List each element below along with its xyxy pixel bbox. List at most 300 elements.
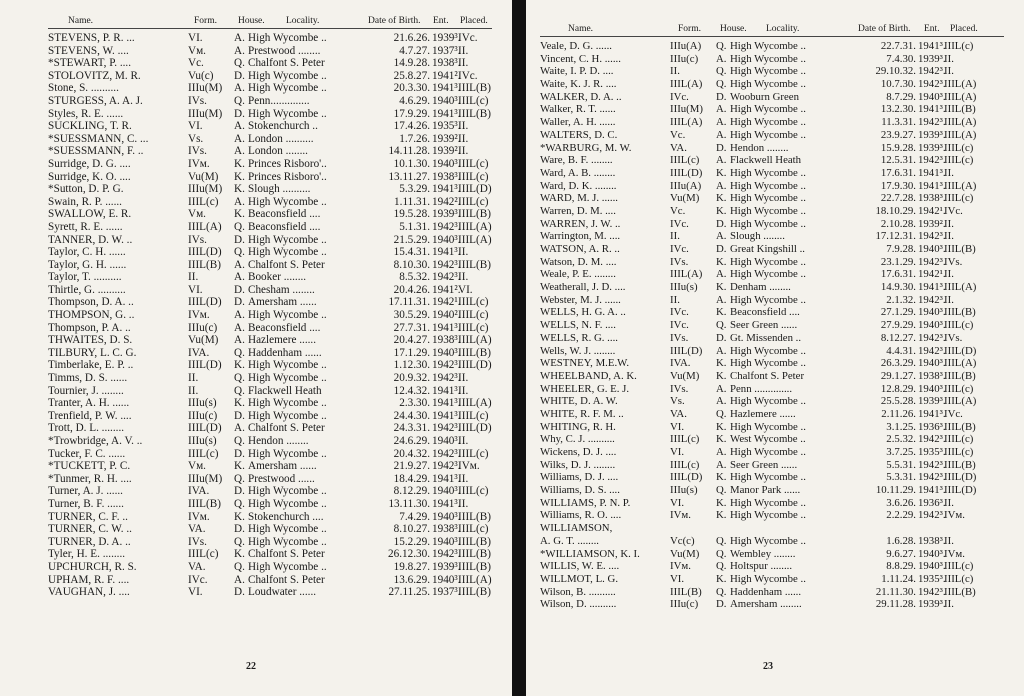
cell-house: A. bbox=[716, 293, 727, 306]
cell-name: Thirtle, G. .......... bbox=[48, 283, 126, 296]
cell-ent: 1940³. bbox=[432, 94, 461, 107]
cell-name: Williams, R. O. .... bbox=[540, 509, 622, 522]
cell-ent: 1940³. bbox=[918, 357, 946, 370]
cell-name: Wells, W. J. ........ bbox=[540, 344, 616, 357]
cell-ent: 1940³. bbox=[918, 560, 946, 573]
cell-dob: 17.12.31. bbox=[875, 230, 916, 243]
cell-name: Tucker, F. C. ...... bbox=[48, 447, 126, 460]
cell-ent: 1940³. bbox=[432, 510, 461, 523]
cell-house: Q. bbox=[234, 497, 245, 510]
table-row bbox=[48, 322, 492, 335]
cell-name: SWALLOW, E. R. bbox=[48, 208, 132, 221]
table-row bbox=[48, 171, 492, 184]
right-register-rows bbox=[540, 40, 1004, 611]
cell-ent: 1938³. bbox=[432, 523, 461, 536]
cell-house: A. bbox=[234, 120, 245, 133]
cell-placed: IIIL(A) bbox=[458, 233, 492, 246]
table-row bbox=[540, 560, 1004, 573]
cell-dob: 2.2.29. bbox=[886, 509, 916, 522]
cell-dob: 7.9.28. bbox=[886, 243, 916, 255]
cell-name: Ware, B. F. ........ bbox=[540, 154, 613, 167]
cell-dob: 18.4.29. bbox=[393, 472, 430, 485]
cell-locality: High Wycombe .. bbox=[248, 485, 327, 498]
cell-dob: 19.8.27. bbox=[393, 560, 430, 573]
table-row bbox=[540, 573, 1004, 586]
cell-locality: High Wycombe .. bbox=[730, 217, 806, 230]
cell-house: Q. bbox=[716, 319, 727, 332]
table-row bbox=[48, 385, 492, 398]
table-row bbox=[48, 183, 492, 196]
cell-form: IIIu(M) bbox=[670, 103, 703, 116]
table-row bbox=[48, 221, 492, 234]
cell-ent: 1940³. bbox=[432, 573, 461, 586]
cell-placed: IVc. bbox=[944, 407, 963, 420]
cell-form: IVs. bbox=[670, 382, 689, 395]
cell-name: Warrington, M. .... bbox=[540, 230, 621, 243]
cell-form: IIIL(D) bbox=[188, 422, 222, 435]
cell-ent: 1942³. bbox=[918, 433, 946, 446]
cell-locality: High Wycombe .. bbox=[248, 397, 327, 410]
table-row bbox=[540, 230, 1004, 243]
cell-house: Q. bbox=[234, 472, 245, 485]
cell-house: A. bbox=[234, 321, 245, 334]
cell-placed: II. bbox=[944, 293, 954, 306]
table-row bbox=[48, 460, 492, 473]
cell-form: IVc. bbox=[670, 90, 689, 103]
cell-house: A. bbox=[716, 128, 727, 141]
table-row bbox=[48, 208, 492, 221]
cell-house: D. bbox=[716, 331, 727, 344]
cell-house: D. bbox=[716, 90, 727, 103]
cell-placed: II. bbox=[458, 57, 469, 70]
table-row bbox=[540, 446, 1004, 459]
cell-dob: 27.9.29. bbox=[880, 319, 916, 332]
cell-name: Trenfield, P. W. .... bbox=[48, 409, 132, 422]
cell-house: K. bbox=[716, 192, 727, 205]
cell-placed: IIIL(A) bbox=[458, 573, 492, 586]
cell-locality: Chalfont S. Peter bbox=[248, 57, 325, 70]
cell-placed: IVc. bbox=[458, 32, 478, 44]
cell-form: IIIu(M) bbox=[188, 107, 223, 120]
left-register-rows bbox=[48, 32, 492, 599]
cell-form: IVм. bbox=[670, 509, 691, 522]
cell-dob: 12.5.31. bbox=[880, 154, 916, 167]
cell-locality: Amersham ........ bbox=[730, 598, 802, 611]
cell-form: Vu(M) bbox=[188, 334, 219, 347]
cell-ent: 1942³. bbox=[432, 271, 461, 284]
cell-dob: 8.10.27. bbox=[393, 523, 430, 536]
cell-form: Vc. bbox=[670, 204, 686, 217]
table-row bbox=[540, 522, 1004, 535]
cell-house: A. bbox=[716, 154, 727, 167]
cell-form: IIIu(c) bbox=[670, 52, 699, 65]
cell-placed: IIIL(A) bbox=[458, 397, 492, 410]
cell-house: Q. bbox=[716, 484, 727, 497]
table-row bbox=[540, 319, 1004, 332]
cell-ent: 1942². bbox=[432, 195, 461, 208]
cell-name: WATSON, A. R. .. bbox=[540, 243, 620, 255]
cell-ent: 1941³. bbox=[918, 40, 946, 52]
cell-ent: 1942³. bbox=[918, 344, 946, 357]
cell-form: IIIu(c) bbox=[670, 598, 699, 611]
cell-name: WELLS, R. G. .... bbox=[540, 331, 618, 344]
cell-placed: IIIL(A) bbox=[944, 78, 977, 91]
cell-locality: High Wycombe .. bbox=[730, 78, 806, 91]
table-row bbox=[48, 536, 492, 549]
cell-locality: Amersham ...... bbox=[248, 296, 317, 309]
cell-house: A. bbox=[716, 179, 727, 192]
cell-house: A. bbox=[716, 344, 727, 357]
cell-name: Watson, D. M. .... bbox=[540, 255, 617, 268]
cell-dob: 17.9.30. bbox=[880, 179, 916, 192]
cell-locality: Hendon ........ bbox=[248, 435, 309, 447]
cell-form: IIIL(D) bbox=[188, 359, 222, 372]
cell-placed: II. bbox=[458, 120, 469, 133]
cell-house: K. bbox=[716, 509, 727, 522]
cell-dob: 21.11.30. bbox=[875, 585, 916, 598]
column-header bbox=[48, 6, 492, 29]
table-row bbox=[540, 535, 1004, 548]
cell-name: Warren, D. M. .... bbox=[540, 204, 616, 217]
cell-dob: 3.6.26. bbox=[886, 496, 916, 509]
header-name: Name. bbox=[68, 16, 94, 26]
cell-form: Vм. bbox=[188, 44, 206, 57]
table-row bbox=[48, 82, 492, 95]
cell-dob: 1.11.31. bbox=[394, 195, 430, 208]
cell-name: Thompson, P. A. .. bbox=[48, 321, 131, 334]
cell-locality: High Wycombe .. bbox=[730, 40, 806, 52]
cell-house: D. bbox=[234, 296, 245, 309]
cell-locality: Beaconsfield .... bbox=[248, 220, 321, 233]
cell-name: A. G. T. ........ bbox=[540, 534, 599, 547]
cell-name: *WILLIAMSON, K. I. bbox=[540, 547, 640, 560]
cell-locality: High Wycombe .. bbox=[730, 395, 806, 408]
cell-ent: 1940³. bbox=[432, 485, 461, 498]
table-row bbox=[48, 259, 492, 272]
table-row bbox=[48, 523, 492, 536]
cell-placed: IIIL(c) bbox=[944, 382, 974, 395]
cell-form: VA. bbox=[188, 523, 206, 536]
cell-locality: High Wycombe .. bbox=[730, 344, 806, 357]
cell-dob: 3.7.25. bbox=[886, 446, 916, 458]
cell-locality: High Wycombe .. bbox=[730, 52, 806, 65]
table-row bbox=[48, 309, 492, 322]
cell-placed: IIIL(A) bbox=[944, 179, 977, 192]
cell-placed: IIIL(A) bbox=[458, 334, 492, 347]
cell-placed: IIIL(B) bbox=[458, 586, 491, 599]
table-row bbox=[48, 145, 492, 158]
cell-dob: 14.9.28. bbox=[393, 57, 430, 70]
cell-name: WILLIAMS, P. N. P. bbox=[540, 496, 631, 509]
cell-locality: Seer Green ...... bbox=[730, 319, 798, 332]
cell-dob: 11.3.31. bbox=[881, 116, 916, 129]
cell-form: IIIL(D) bbox=[188, 246, 222, 259]
cell-placed: IIIL(c) bbox=[944, 446, 974, 458]
cell-house: K. bbox=[234, 397, 245, 410]
cell-locality: Chalfont S. Peter bbox=[248, 422, 325, 435]
table-row bbox=[540, 509, 1004, 522]
header-form: Form. bbox=[678, 24, 701, 34]
cell-placed: IIIL(D) bbox=[458, 183, 492, 196]
cell-form: IVA. bbox=[188, 485, 210, 498]
cell-house: K. bbox=[716, 496, 727, 509]
cell-name: WILLIAMSON, bbox=[540, 522, 613, 535]
cell-locality: Flackwell Heath bbox=[248, 384, 322, 397]
cell-dob: 17.11.31. bbox=[388, 296, 430, 309]
cell-name: Waller, A. H. ...... bbox=[540, 116, 616, 129]
cell-ent: 1939³. bbox=[432, 208, 461, 221]
cell-name: Taylor, G. H. ...... bbox=[48, 258, 127, 271]
cell-form: VI. bbox=[670, 572, 685, 585]
cell-house: K. bbox=[234, 157, 245, 170]
cell-house: A. bbox=[716, 230, 727, 243]
cell-ent: 1935³. bbox=[918, 572, 946, 585]
cell-dob: 8.10.30. bbox=[393, 258, 430, 271]
table-row bbox=[540, 421, 1004, 434]
cell-locality: High Wycombe .. bbox=[730, 128, 806, 141]
cell-ent: 1942³. bbox=[918, 255, 946, 268]
cell-locality: Princes Risboro'.. bbox=[248, 170, 327, 183]
cell-placed: IIIL(c) bbox=[944, 141, 974, 154]
cell-locality: Hendon ........ bbox=[730, 141, 789, 154]
cell-dob: 15.9.28. bbox=[880, 141, 916, 154]
cell-house: D. bbox=[716, 598, 727, 611]
cell-house: A. bbox=[716, 382, 727, 395]
cell-form: VI. bbox=[188, 586, 203, 599]
cell-placed: IIIL(B) bbox=[458, 535, 491, 548]
cell-dob: 15.4.31. bbox=[393, 246, 430, 259]
cell-locality: High Wycombe .. bbox=[248, 82, 327, 95]
cell-locality: London .......... bbox=[248, 132, 314, 145]
cell-name: UPCHURCH, R. S. bbox=[48, 560, 137, 573]
cell-dob: 22.7.31. bbox=[880, 40, 916, 52]
cell-dob: 27.7.31. bbox=[393, 321, 430, 334]
cell-placed: II. bbox=[944, 230, 954, 243]
cell-dob: 27.11.25. bbox=[388, 586, 430, 599]
cell-form: II. bbox=[670, 230, 680, 243]
cell-dob: 5.1.31. bbox=[399, 220, 430, 233]
cell-form: IIIL(A) bbox=[670, 268, 703, 281]
cell-name: VAUGHAN, J. .... bbox=[48, 586, 130, 599]
cell-ent: 1942¹. bbox=[432, 296, 461, 309]
cell-locality: Stokenchurch .... bbox=[248, 510, 324, 523]
cell-form: VI. bbox=[188, 120, 203, 133]
cell-locality: High Wycombe .. bbox=[730, 255, 806, 268]
cell-form: IIIL(c) bbox=[670, 433, 700, 446]
cell-placed: VI. bbox=[458, 283, 473, 296]
cell-house: Q. bbox=[234, 435, 245, 447]
cell-name: STURGESS, A. A. J. bbox=[48, 94, 143, 107]
cell-dob: 12.4.32. bbox=[393, 384, 430, 397]
cell-name: *Trowbridge, A. V. .. bbox=[48, 435, 143, 447]
cell-dob: 13.11.30. bbox=[388, 497, 430, 510]
cell-placed: IIIL(A) bbox=[944, 128, 977, 141]
cell-locality: High Wycombe .. bbox=[730, 446, 806, 458]
cell-locality: High Wycombe .. bbox=[248, 523, 327, 536]
cell-placed: IIIL(D) bbox=[458, 359, 492, 372]
cell-locality: Great Kingshill .. bbox=[730, 243, 805, 255]
cell-placed: IIIL(c) bbox=[944, 40, 974, 52]
cell-ent: 1936³. bbox=[918, 420, 946, 433]
header-placed: Placed. bbox=[950, 24, 978, 34]
cell-placed: IIIL(B) bbox=[458, 258, 491, 271]
cell-house: K. bbox=[234, 359, 245, 372]
cell-house: A. bbox=[234, 82, 245, 95]
cell-form: IIIL(D) bbox=[670, 166, 703, 179]
table-row bbox=[48, 246, 492, 259]
cell-locality: Hazlemere ...... bbox=[248, 334, 317, 347]
cell-name: Swain, R. P. ...... bbox=[48, 195, 122, 208]
cell-locality: High Wycombe .. bbox=[248, 372, 327, 385]
cell-name: Ward, A. B. ........ bbox=[540, 166, 616, 179]
cell-locality: High Wycombe .. bbox=[248, 233, 327, 246]
cell-placed: IIIL(B) bbox=[458, 208, 491, 221]
cell-name: Tyler, H. E. ........ bbox=[48, 548, 126, 561]
cell-form: VA. bbox=[670, 407, 687, 420]
cell-form: IVA. bbox=[188, 346, 210, 359]
cell-dob: 2.3.30. bbox=[399, 397, 430, 410]
cell-placed: IIIL(B) bbox=[458, 510, 491, 523]
cell-ent: 1935³. bbox=[918, 446, 946, 458]
cell-locality: High Wycombe .. bbox=[248, 447, 327, 460]
cell-name: Surridge, K. O. .... bbox=[48, 170, 131, 183]
cell-name: *STEWART, P. .... bbox=[48, 57, 132, 70]
cell-ent: 1941³. bbox=[432, 321, 461, 334]
cell-locality: High Wycombe .. bbox=[248, 69, 327, 82]
table-row bbox=[48, 296, 492, 309]
cell-dob: 8.12.29. bbox=[393, 485, 430, 498]
cell-name: Weale, P. E. ........ bbox=[540, 268, 616, 281]
cell-house: Q. bbox=[234, 384, 245, 397]
cell-dob: 24.3.31. bbox=[393, 422, 430, 435]
cell-ent: 1942³. bbox=[432, 220, 461, 233]
cell-placed: IIIL(c) bbox=[458, 195, 489, 208]
table-row bbox=[540, 586, 1004, 599]
cell-ent: 1941³. bbox=[918, 166, 946, 179]
cell-placed: IIIL(B) bbox=[944, 103, 976, 116]
cell-house: K. bbox=[716, 433, 727, 446]
cell-name: SUCKLING, T. R. bbox=[48, 120, 132, 133]
cell-locality: High Wycombe .. bbox=[730, 496, 806, 509]
cell-placed: IIIL(B) bbox=[458, 346, 491, 359]
cell-ent: 1941³. bbox=[918, 281, 946, 294]
cell-house: K. bbox=[716, 471, 727, 484]
table-row bbox=[540, 243, 1004, 256]
cell-name: Wilson, D. .......... bbox=[540, 598, 617, 611]
cell-placed: II. bbox=[944, 598, 954, 611]
cell-ent: 1938³. bbox=[918, 534, 946, 547]
cell-form: IIIL(D) bbox=[188, 296, 222, 309]
cell-ent: 1941³. bbox=[918, 103, 946, 116]
cell-form: Vм. bbox=[188, 460, 206, 473]
cell-form: IIIL(A) bbox=[670, 78, 703, 91]
cell-name: *Tunmer, R. H. .... bbox=[48, 472, 132, 485]
cell-house: K. bbox=[234, 183, 245, 196]
cell-house: K. bbox=[716, 357, 727, 370]
cell-locality: Slough .......... bbox=[248, 183, 311, 196]
cell-ent: 1942³. bbox=[432, 447, 461, 460]
cell-locality: High Wycombe .. bbox=[730, 471, 806, 484]
cell-name: TURNER, C. F. .. bbox=[48, 510, 128, 523]
cell-ent: 1941³. bbox=[432, 183, 461, 196]
cell-form: IIIL(B) bbox=[188, 497, 221, 510]
header-house: House. bbox=[238, 16, 265, 26]
cell-placed: IIIL(c) bbox=[458, 321, 489, 334]
cell-placed: II. bbox=[458, 472, 469, 485]
cell-ent: 1942³. bbox=[918, 471, 946, 484]
cell-locality: Haddenham ...... bbox=[730, 585, 802, 598]
cell-locality: Chesham ........ bbox=[248, 283, 315, 296]
table-row bbox=[540, 142, 1004, 155]
cell-ent: 1940³. bbox=[432, 435, 461, 447]
cell-form: Vs. bbox=[670, 395, 685, 408]
cell-form: IIIL(c) bbox=[670, 458, 700, 471]
cell-placed: IVм. bbox=[458, 460, 480, 473]
table-row bbox=[48, 548, 492, 561]
cell-locality: Chalfont S. Peter bbox=[248, 258, 325, 271]
cell-placed: IIIL(A) bbox=[944, 281, 977, 294]
cell-locality: High Wycombe .. bbox=[730, 509, 806, 522]
cell-ent: 1941². bbox=[432, 283, 461, 296]
cell-dob: 17.9.29. bbox=[393, 107, 430, 120]
cell-form: IVм. bbox=[188, 510, 210, 523]
cell-house: A. bbox=[716, 395, 727, 408]
cell-locality: Booker ........ bbox=[248, 271, 307, 284]
cell-locality: High Wycombe .. bbox=[730, 166, 806, 179]
cell-name: Wilks, D. J. ........ bbox=[540, 458, 616, 471]
cell-ent: 1940³. bbox=[432, 346, 461, 359]
cell-placed: IIIL(c) bbox=[458, 485, 489, 498]
cell-ent: 1940³. bbox=[918, 306, 946, 319]
cell-ent: 1937³. bbox=[432, 586, 461, 599]
cell-form: IVм. bbox=[188, 157, 210, 170]
cell-name: Vincent, C. H. ...... bbox=[540, 52, 621, 65]
cell-name: *TUCKETT, P. C. bbox=[48, 460, 131, 473]
cell-name: WHEELBAND, A. K. bbox=[540, 369, 637, 382]
cell-placed: II. bbox=[458, 132, 469, 145]
cell-house: K. bbox=[716, 281, 727, 294]
cell-locality: Chalfont S. Peter bbox=[248, 548, 325, 561]
cell-locality: High Wycombe .. bbox=[248, 246, 327, 259]
cell-locality: Beaconsfield .... bbox=[730, 306, 800, 319]
cell-name: WARD, M. J. ...... bbox=[540, 192, 618, 205]
table-row bbox=[540, 497, 1004, 510]
cell-ent: 1942³. bbox=[918, 293, 946, 306]
cell-ent: 1940³. bbox=[918, 319, 946, 332]
cell-form: IIIu(M) bbox=[188, 472, 223, 485]
cell-name: WILLMOT, L. G. bbox=[540, 572, 619, 585]
table-row bbox=[48, 347, 492, 360]
cell-form: IVs. bbox=[670, 255, 689, 268]
cell-dob: 5.5.31. bbox=[886, 458, 916, 471]
cell-placed: IIIL(c) bbox=[458, 170, 489, 183]
cell-locality: High Wycombe .. bbox=[730, 65, 806, 78]
cell-name: Timms, D. S. ...... bbox=[48, 372, 128, 385]
table-row bbox=[48, 271, 492, 284]
header-placed: Placed. bbox=[460, 16, 488, 26]
cell-dob: 7.4.29. bbox=[399, 510, 430, 523]
cell-house: D. bbox=[716, 141, 727, 154]
cell-form: II. bbox=[188, 384, 199, 397]
cell-dob: 10.1.30. bbox=[393, 157, 430, 170]
cell-locality: High Wycombe .. bbox=[730, 357, 806, 370]
table-row bbox=[540, 548, 1004, 561]
cell-locality: High Wycombe .. bbox=[730, 268, 806, 281]
cell-form: IIIu(M) bbox=[188, 82, 223, 95]
cell-dob: 18.10.29. bbox=[875, 204, 916, 217]
cell-ent: 1938³. bbox=[918, 192, 946, 205]
cell-dob: 21.5.29. bbox=[393, 233, 430, 246]
